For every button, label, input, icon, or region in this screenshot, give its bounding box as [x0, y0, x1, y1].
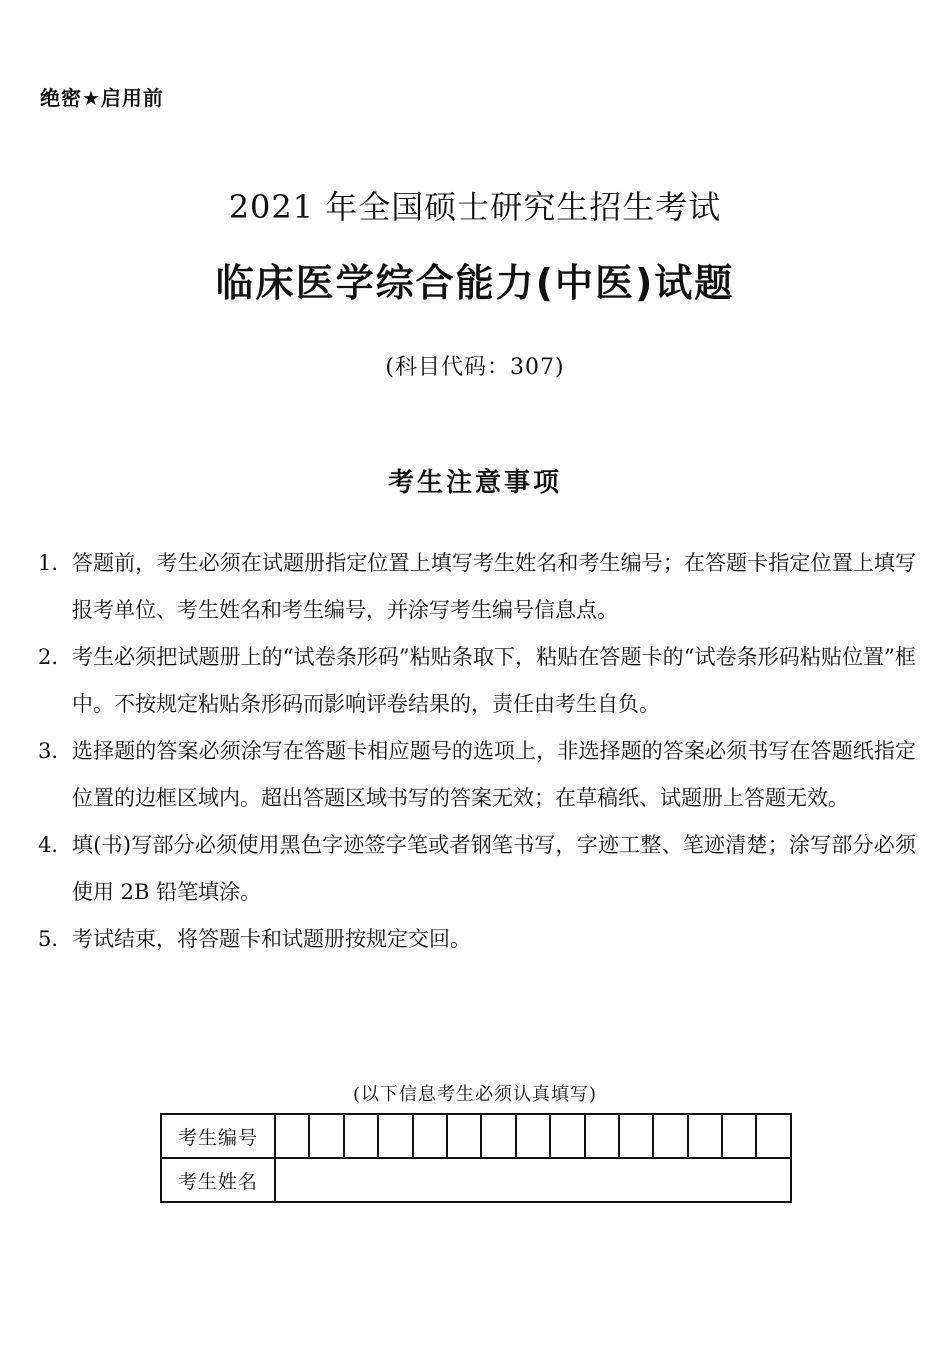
candidate-number-digit-7[interactable] — [481, 1114, 515, 1158]
notice-item-2 — [38, 634, 916, 728]
form-caption: (以下信息考生必须认真填写) — [352, 1084, 598, 1105]
notice-item-5 — [38, 916, 916, 963]
exam-title: 2021 年全国硕士研究生招生考试 — [228, 188, 722, 226]
candidate-number-digit-3[interactable] — [344, 1114, 378, 1158]
candidate-number-row — [161, 1114, 791, 1158]
paper-title: 临床医学综合能力(中医)试题 — [215, 261, 735, 305]
notice-item-3 — [38, 728, 916, 822]
notice-number: 1. — [38, 551, 59, 575]
notice-text: 选择题的答案必须涂写在答题卡相应题号的选项上，非选择题的答案必须书写在答题纸指定位置的边框区域内。超出答题区域书写的答案无效；在草稿纸、试题册上答题无效。 — [72, 739, 916, 810]
candidate-number-digit-2[interactable] — [309, 1114, 343, 1158]
notice-number: 2. — [38, 645, 59, 669]
candidate-info-table — [160, 1113, 792, 1203]
candidate-number-digit-10[interactable] — [585, 1114, 619, 1158]
candidate-name-label: 考生姓名 — [161, 1158, 275, 1202]
confidential-mark: 绝密★启用前 — [40, 86, 164, 110]
notice-list — [38, 540, 916, 963]
notice-text: 考试结束，将答题卡和试题册按规定交回。 — [72, 927, 471, 951]
candidate-number-label: 考生编号 — [161, 1114, 275, 1158]
candidate-number-digit-14[interactable] — [722, 1114, 756, 1158]
notice-text: 考生必须把试题册上的“试卷条形码”粘贴条取下，粘贴在答题卡的“试卷条形码粘贴位置”框中。不按规定粘贴条形码而影响评卷结果的，责任由考生自负。 — [72, 645, 916, 716]
notice-heading: 考生注意事项 — [387, 468, 562, 498]
candidate-number-digit-12[interactable] — [653, 1114, 687, 1158]
candidate-number-digit-1[interactable] — [275, 1114, 309, 1158]
candidate-number-digit-13[interactable] — [688, 1114, 722, 1158]
candidate-number-digit-11[interactable] — [619, 1114, 653, 1158]
notice-text: 答题前，考生必须在试题册指定位置上填写考生姓名和考生编号；在答题卡指定位置上填写报考单位、考生姓名和考生编号，并涂写考生编号信息点。 — [72, 551, 916, 622]
candidate-number-digit-9[interactable] — [550, 1114, 584, 1158]
candidate-number-digit-15[interactable] — [756, 1114, 791, 1158]
notice-text: 填(书)写部分必须使用黑色字迹签字笔或者钢笔书写，字迹工整、笔迹清楚；涂写部分必须使用 2B 铅笔填涂。 — [72, 833, 916, 904]
candidate-name-field[interactable] — [275, 1158, 791, 1202]
notice-number: 4. — [38, 833, 59, 857]
candidate-name-row — [161, 1158, 791, 1202]
notice-item-4 — [38, 822, 916, 916]
candidate-number-digit-4[interactable] — [378, 1114, 412, 1158]
notice-number: 3. — [38, 739, 59, 763]
candidate-number-digit-8[interactable] — [516, 1114, 550, 1158]
subject-code: (科目代码：307) — [385, 355, 565, 380]
notice-item-1 — [38, 540, 916, 634]
candidate-number-digit-5[interactable] — [413, 1114, 447, 1158]
notice-number: 5. — [38, 927, 59, 951]
candidate-number-digit-6[interactable] — [447, 1114, 481, 1158]
